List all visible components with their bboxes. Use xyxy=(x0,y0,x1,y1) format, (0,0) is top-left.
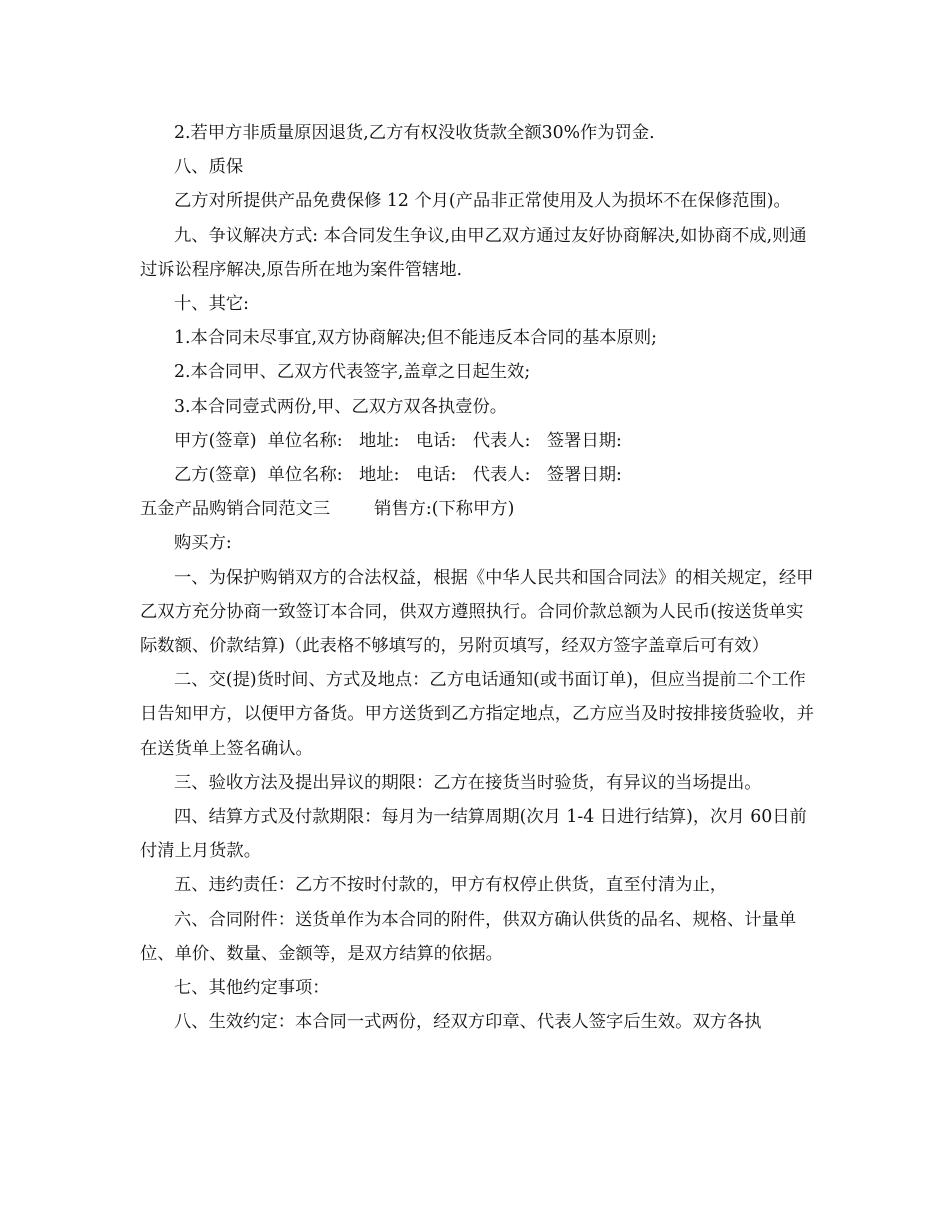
clause-dispute-resolution: 九、争议解决方式: 本合同发生争议,由甲乙双方通过友好协商解决,如协商不成,则通过诉讼程序解决,原告所在地为案件管辖地. xyxy=(140,225,807,280)
clause-1-purpose: 一、为保护购销双方的合法权益，根据《中华人民共和国合同法》的相关规定，经甲乙双方充分协商一致签订本合同，供双方遵照执行。合同价款总额为人民币(按送货单实际数额、价款结算)（此表格不够填写的，另附页填写，经双方签字盖章后可有效） xyxy=(140,567,814,657)
clause-8-effectiveness: 八、生效约定：本合同一式两份，经双方印章、代表人签字后生效。双方各执 xyxy=(174,1012,762,1033)
clause-other-1: 1.本合同未尽事宜,双方协商解决;但不能违反本合同的基本原则; xyxy=(174,328,657,349)
clause-other-2: 2.本合同甲、乙双方代表签字,盖章之日起生效; xyxy=(174,362,531,383)
clause-4-settlement: 四、结算方式及付款期限：每月为一结算周期(次月 1-4 日进行结算)，次月 60日前付清上月货款。 xyxy=(140,807,807,862)
buyer-label: 购买方: xyxy=(174,533,232,554)
signature-line-party-b: 乙方(签章) 单位名称: 地址: 电话: 代表人: 签署日期: xyxy=(174,465,622,486)
template-title-seller: 五金产品购销合同范文三 销售方:(下称甲方) xyxy=(140,499,515,520)
clause-6-attachments: 六、合同附件：送货单作为本合同的附件，供双方确认供货的品名、规格、计量单位、单价、数量、金额等，是双方结算的依据。 xyxy=(140,909,797,964)
clause-other-3: 3.本合同壹式两份,甲、乙双方双各执壹份。 xyxy=(174,396,508,417)
clause-5-breach: 五、违约责任：乙方不按时付款的，甲方有权停止供货，直至付清为止， xyxy=(174,875,728,896)
document-body xyxy=(140,116,815,1039)
section-heading-other: 十、其它: xyxy=(174,294,249,315)
signature-line-party-a: 甲方(签章) 单位名称: 地址: 电话: 代表人: 签署日期: xyxy=(174,430,622,451)
section-heading-warranty: 八、质保 xyxy=(174,157,244,178)
clause-refund-penalty: 2.若甲方非质量原因退货,乙方有权没收货款全额30%作为罚金. xyxy=(174,123,655,143)
clause-2-delivery: 二、交(提)货时间、方式及地点：乙方电话通知(或书面订单)，但应当提前二个工作日告知甲方，以便甲方备货。甲方送货到乙方指定地点，乙方应当及时按排接货验收，并在送货单上签名确认。 xyxy=(140,670,814,759)
clause-7-other-terms: 七、其他约定事项： xyxy=(174,978,330,999)
clause-warranty: 乙方对所提供产品免费保修 12 个月(产品非正常使用及人为损坏不在保修范围)。 xyxy=(174,191,791,212)
clause-3-inspection: 三、验收方法及提出异议的期限：乙方在接货当时验货，有异议的当场提出。 xyxy=(174,772,762,793)
